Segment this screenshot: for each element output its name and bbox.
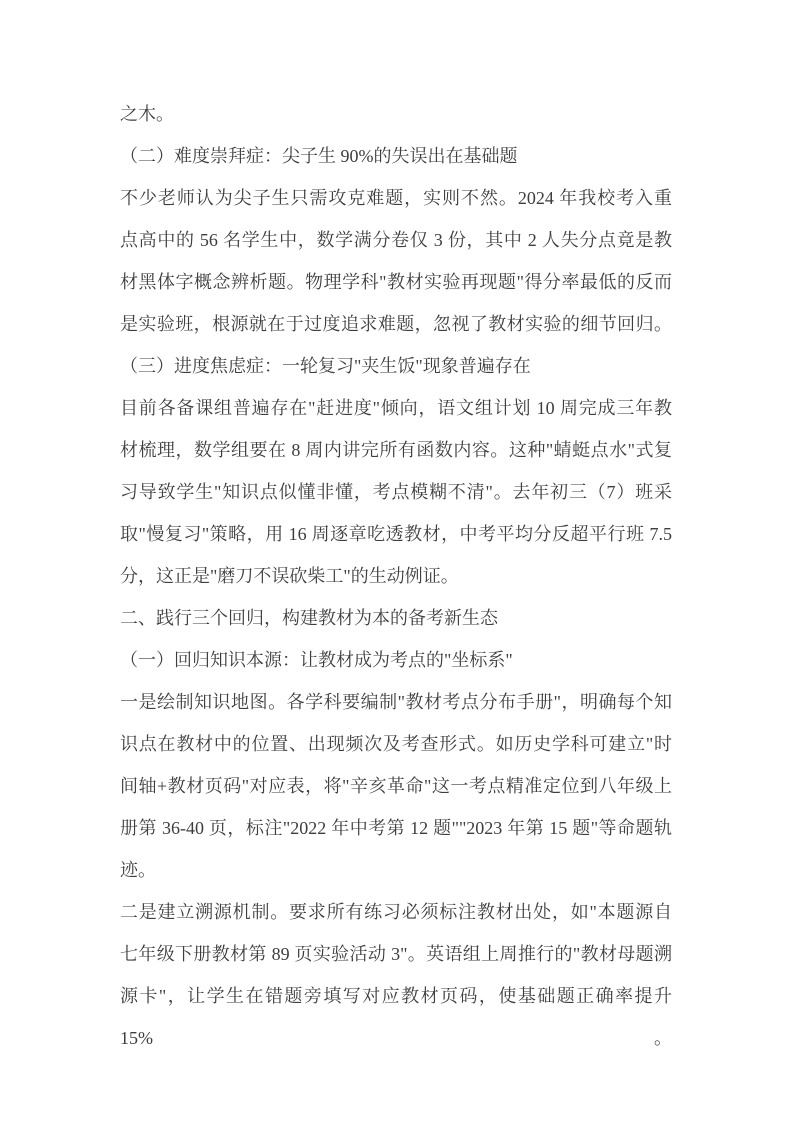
heading-paragraph <box>120 639 672 681</box>
text-line: 二、践行三个回归，构建教材为本的备考新生态 <box>120 608 498 628</box>
text-line: （一）回归知识本源：让教材成为考点的"坐标系" <box>120 650 513 670</box>
heading-paragraph <box>120 597 672 639</box>
text-line: 源卡"，让学生在错题旁填写对应教材页码，使基础题正确率提升 15%。 <box>120 986 672 1048</box>
text-line: （二）难度崇拜症：尖子生 90%的失误出在基础题 <box>120 146 518 166</box>
text-line: 七年级下册教材第 89 页实验活动 3"。英语组上周推行的"教材母题溯 <box>120 944 672 964</box>
body-paragraph <box>120 891 672 1059</box>
text-line: 二是建立溯源机制。要求所有练习必须标注教材出处，如"本题源自 <box>120 902 672 922</box>
text-line: 目前各备课组普遍存在"赶进度"倾向，语文组计划 10 周完成三年教 <box>120 398 672 418</box>
text-line: 识点在教材中的位置、出现频次及考查形式。如历史学科可建立"时 <box>120 734 672 754</box>
document-body <box>120 93 672 1059</box>
text-line: 分，这正是"磨刀不误砍柴工"的生动例证。 <box>120 566 459 586</box>
text-line: 之木。 <box>120 104 174 124</box>
text-line: 习导致学生"知识点似懂非懂，考点模糊不清"。去年初三（7）班采 <box>120 482 672 502</box>
text-line: 材梳理，数学组要在 8 周内讲完所有函数内容。这种"蜻蜓点水"式复 <box>120 440 672 460</box>
text-line: 册第 36-40 页，标注"2022 年中考第 12 题""2023 年第 15 题"等命题轨 <box>120 818 672 838</box>
heading-paragraph <box>120 135 672 177</box>
text-line: 是实验班，根源就在于过度追求难题，忽视了教材实验的细节回归。 <box>120 314 672 334</box>
body-paragraph <box>120 387 672 597</box>
text-line: 不少老师认为尖子生只需攻克难题，实则不然。2024 年我校考入重 <box>120 188 672 208</box>
text-line: 迹。 <box>120 860 156 880</box>
text-line: 点高中的 56 名学生中，数学满分卷仅 3 份，其中 2 人失分点竟是教 <box>120 230 672 250</box>
heading-paragraph <box>120 345 672 387</box>
text-line: （三）进度焦虑症：一轮复习"夹生饭"现象普遍存在 <box>120 356 531 376</box>
body-paragraph <box>120 681 672 891</box>
body-paragraph <box>120 177 672 345</box>
text-line: 一是绘制知识地图。各学科要编制"教材考点分布手册"，明确每个知 <box>120 692 672 712</box>
text-line: 材黑体字概念辨析题。物理学科"教材实验再现题"得分率最低的反而 <box>120 272 672 292</box>
body-paragraph <box>120 93 672 135</box>
text-line: 间轴+教材页码"对应表，将"辛亥革命"这一考点精准定位到八年级上 <box>120 776 672 796</box>
text-line: 取"慢复习"策略，用 16 周逐章吃透教材，中考平均分反超平行班 7.5 <box>120 524 672 544</box>
